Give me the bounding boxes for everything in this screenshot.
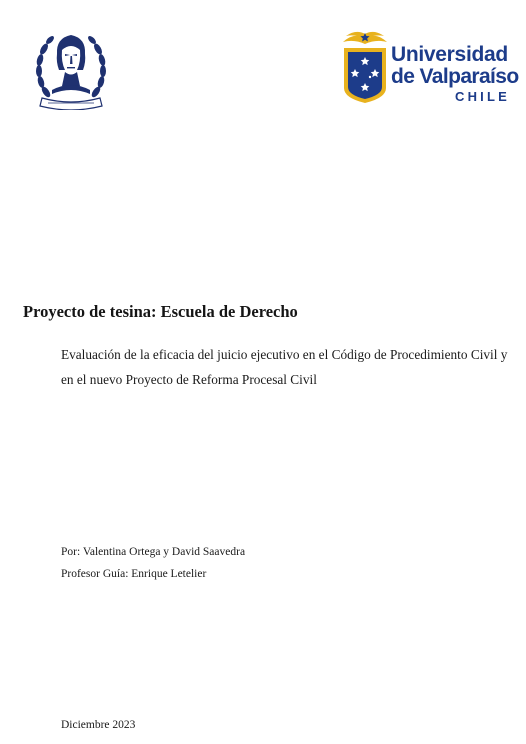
university-country: CHILE bbox=[455, 89, 510, 104]
document-subtitle: Evaluación de la eficacia del juicio ejecutivo en el Código de Procedimiento Civil y en el nuevo Proyecto de Reforma Procesal Civil bbox=[61, 347, 508, 387]
university-name-line1: Universidad bbox=[391, 43, 508, 66]
document-date: Diciembre 2023 bbox=[61, 719, 136, 731]
advisor-line: Profesor Guía: Enrique Letelier bbox=[61, 568, 207, 580]
university-wordmark bbox=[391, 44, 519, 104]
faculty-seal-logo bbox=[34, 30, 108, 110]
document-title: Proyecto de tesina: Escuela de Derecho bbox=[23, 302, 298, 321]
university-logo bbox=[342, 30, 526, 106]
authors-line: Por: Valentina Ortega y David Saavedra bbox=[61, 546, 246, 558]
laurel-bust-seal-icon bbox=[34, 30, 108, 110]
star-shield-icon bbox=[342, 30, 388, 104]
university-name-line2: de Valparaíso bbox=[391, 65, 519, 88]
